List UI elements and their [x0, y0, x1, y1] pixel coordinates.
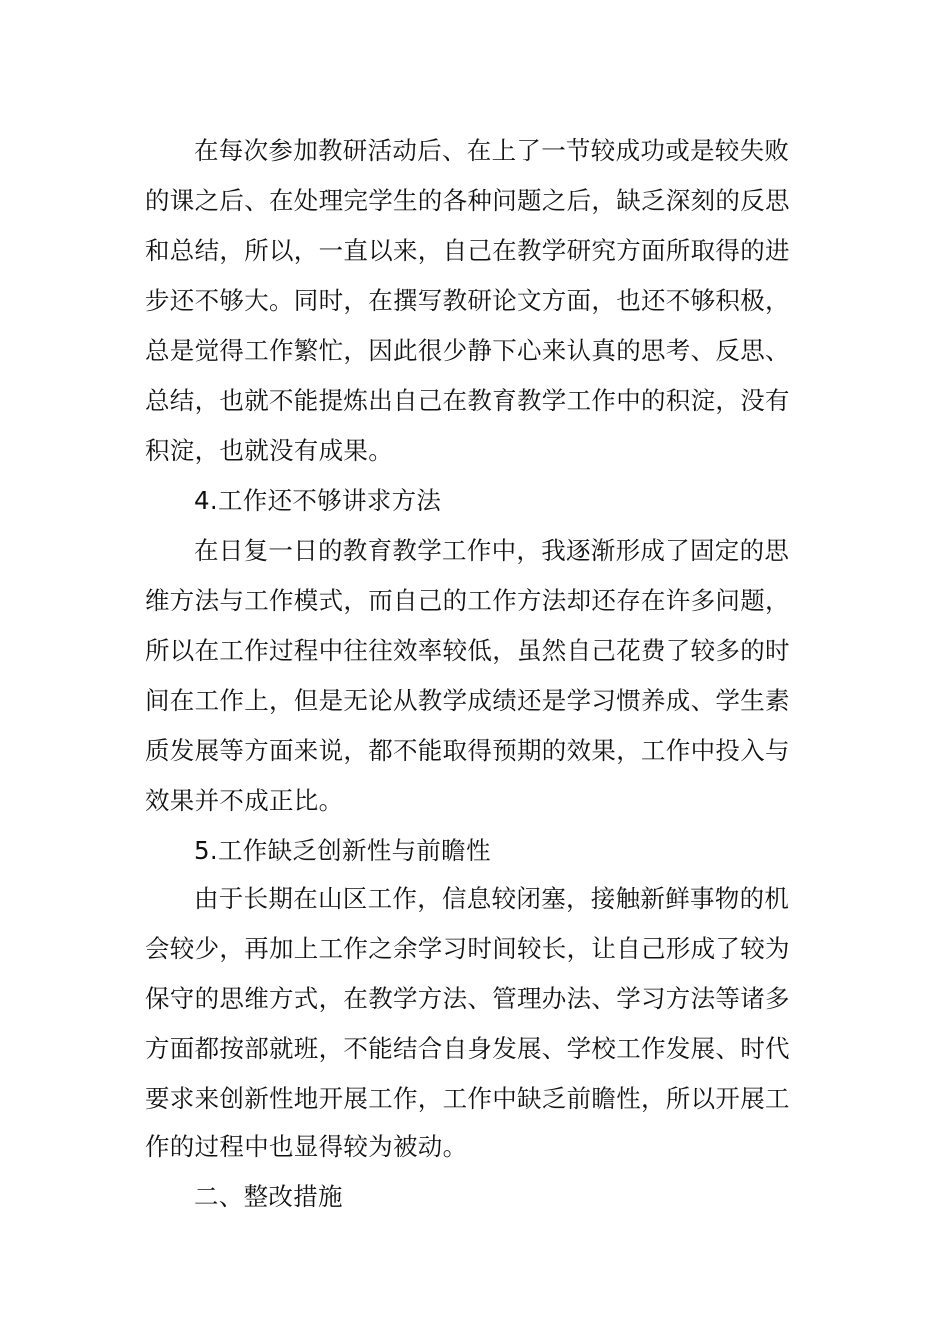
- section-heading: 4.工作还不够讲求方法: [194, 486, 442, 515]
- paragraph-line: 在每次参加教研活动后、在上了一节较成功或是较失败: [194, 136, 790, 165]
- paragraph-line: 维方法与工作模式，而自己的工作方法却还存在许多问题，: [145, 586, 790, 615]
- paragraph-line: 保守的思维方式，在教学方法、管理办法、学习方法等诸多: [145, 984, 790, 1013]
- paragraph-line: 效果并不成正比。: [145, 786, 344, 815]
- paragraph-line: 的课之后、在处理完学生的各种问题之后，缺乏深刻的反思: [145, 186, 790, 215]
- paragraph-line: 总是觉得工作繁忙，因此很少静下心来认真的思考、反思、: [145, 336, 790, 365]
- paragraph-line: 会较少，再加上工作之余学习时间较长，让自己形成了较为: [145, 934, 790, 963]
- paragraph-line: 方面都按部就班，不能结合自身发展、学校工作发展、时代: [145, 1034, 790, 1063]
- paragraph-line: 要求来创新性地开展工作，工作中缺乏前瞻性，所以开展工: [145, 1084, 790, 1113]
- paragraph-line: 积淀，也就没有成果。: [145, 436, 393, 465]
- paragraph-line: 和总结，所以，一直以来，自己在教学研究方面所取得的进: [145, 236, 790, 265]
- paragraph-line: 总结，也就不能提炼出自己在教育教学工作中的积淀，没有: [145, 386, 790, 415]
- paragraph-line: 步还不够大。同时，在撰写教研论文方面，也还不够积极，: [145, 286, 790, 315]
- section-heading: 5.工作缺乏创新性与前瞻性: [194, 836, 491, 865]
- paragraph-line: 质发展等方面来说，都不能取得预期的效果，工作中投入与: [145, 736, 790, 765]
- paragraph-line: 所以在工作过程中往往效率较低，虽然自己花费了较多的时: [145, 636, 790, 665]
- paragraph-line: 作的过程中也显得较为被动。: [145, 1132, 468, 1161]
- paragraph-line: 在日复一日的教育教学工作中，我逐渐形成了固定的思: [194, 536, 790, 565]
- paragraph-line: 由于长期在山区工作，信息较闭塞，接触新鲜事物的机: [194, 884, 790, 913]
- paragraph-line: 间在工作上，但是无论从教学成绩还是学习惯养成、学生素: [145, 686, 790, 715]
- section-heading: 二、整改措施: [194, 1182, 343, 1211]
